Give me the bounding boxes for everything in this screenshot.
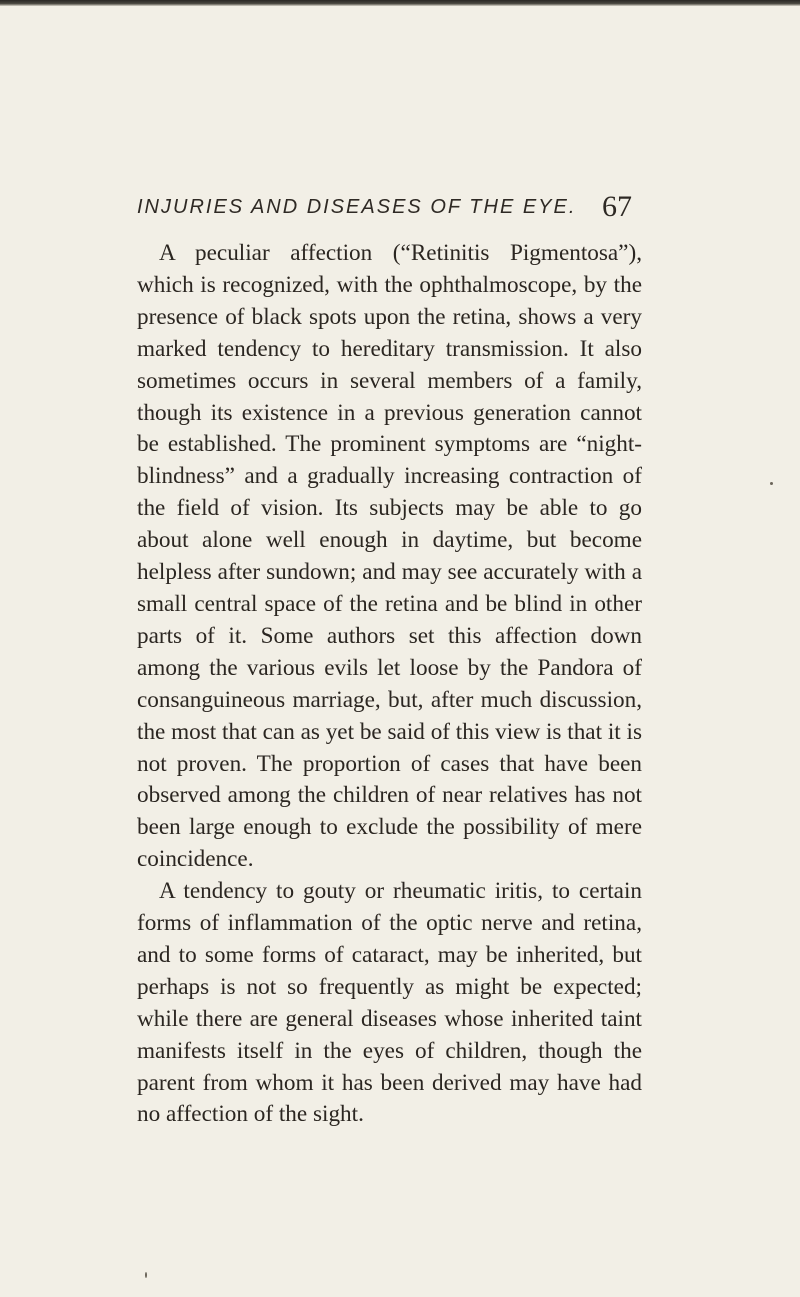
paper-speck	[770, 482, 773, 485]
page-top-edge	[0, 0, 800, 6]
page-number: 67	[602, 190, 632, 223]
running-head: INJURIES AND DISEASES OF THE EYE.	[137, 196, 577, 218]
page-header	[137, 190, 737, 230]
paper-speck	[145, 1272, 147, 1278]
paragraph-inherited-tendencies: A tendency to gouty or rheumatic iritis, to certain forms of inflammation of the optic nerve and retina, and to some forms of cataract, may be inherited, but perhaps is not so frequently as might be expected; while there are general diseases whose inherited taint manifests itself in the eyes of children, though the parent from whom it has been derived may have had no affection of the sight.	[137, 878, 642, 1128]
body-text	[137, 238, 642, 1131]
paragraph-retinitis-pigmentosa: A peculiar affection (“Retinitis Pigmentosa”), which is recognized, with the ophthalmoscope, by the presence of black spots upon the retina, shows a very marked tendency to hereditary transmission. It also sometimes occurs in several members of a family, though its existence in a previous generation cannot be established. The prominent symptoms are “night-blindness” and a gradually increasing contraction of the field of vision. Its subjects may be able to go about alone well enough in daytime, but become helpless after sundown; and may see accurately with a small central space of the retina and be blind in other parts of it. Some authors set this affection down among the various evils let loose by the Pandora of consanguineous marriage, but, after much discussion, the most that can as yet be said of this view is that it is not proven. The proportion of cases that have been observed among the children of near relatives has not been large enough to exclude the possibility of mere coincidence.	[137, 240, 642, 873]
